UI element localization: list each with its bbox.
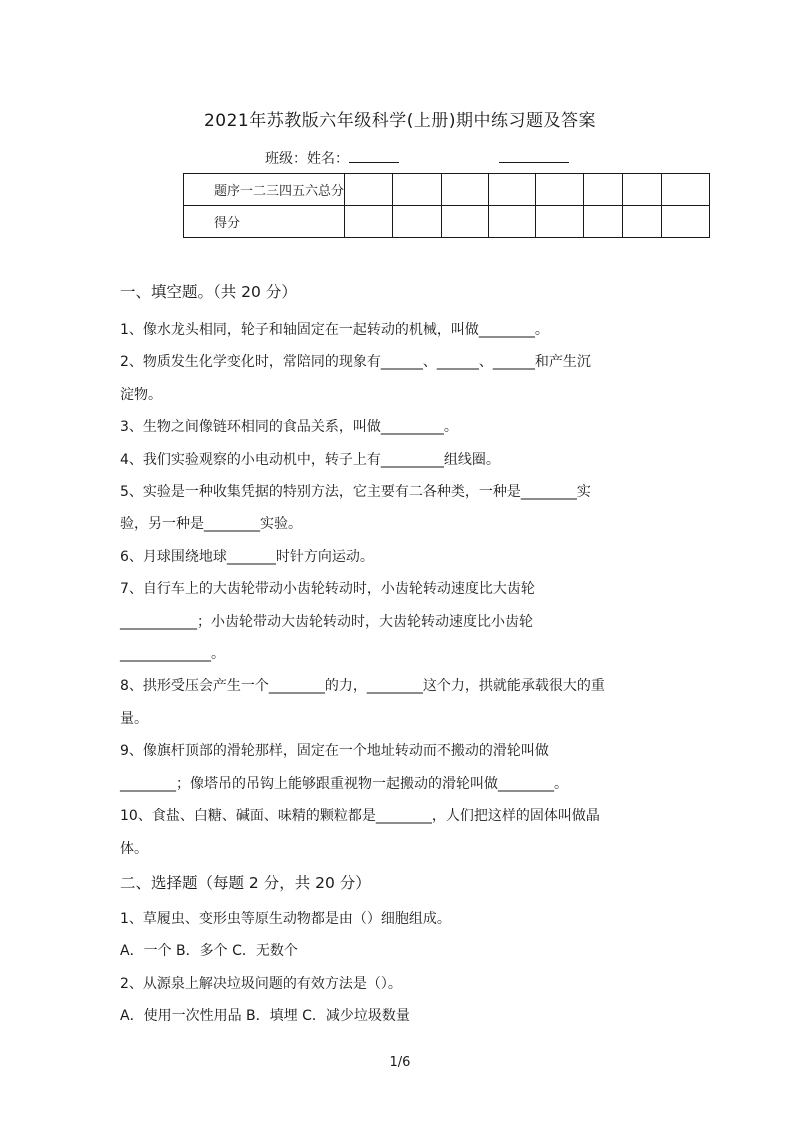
score-cell — [393, 206, 442, 238]
question-line: 3、生物之间像链环相同的食品关系，叫做_________。 — [120, 419, 458, 436]
section-heading-multiple-choice: 二、选择题（每题 2 分，共 20 分） — [120, 873, 371, 892]
section-heading-fill-in: 一、填空题。（共 20 分） — [120, 283, 297, 301]
score-table — [183, 173, 710, 238]
class-label: 班级： — [265, 151, 307, 167]
class-blank — [499, 148, 569, 163]
question-line: 6、月球围绕地球_______时针方向运动。 — [120, 548, 374, 565]
question-line: 1、草履虫、变形虫等原生动物都是由（）细胞组成。 — [120, 910, 451, 927]
student-info-row — [265, 148, 569, 168]
answer-options-line: A．一个 B．多个 C．无数个 — [120, 943, 298, 960]
question-line: 7、自行车上的大齿轮带动小齿轮转动时，小齿轮转动速度比大齿轮 — [120, 581, 535, 598]
score-table-score-row — [184, 206, 710, 238]
question-line: 验，另一种是________实验。 — [120, 516, 302, 533]
name-label: 姓名： — [307, 151, 349, 167]
question-line: 8、拱形受压会产生一个________的力，________这个力，拱就能承载很大的重 — [120, 678, 605, 695]
question-line: 2、物质发生化学变化时，常陪同的现象有______、______、______和产生沉 — [120, 354, 591, 371]
score-cell — [623, 174, 662, 206]
name-blank — [349, 148, 399, 163]
score-cell — [536, 174, 584, 206]
score-label: 得分 — [184, 206, 345, 238]
question-number-header: 题序一二三四五六总分 — [184, 174, 345, 206]
score-cell — [345, 206, 393, 238]
page-number: 1/6 — [389, 1055, 411, 1070]
score-cell — [393, 174, 442, 206]
question-line: 5、实验是一种收集凭据的特别方法，它主要有二各种类，一种是________实 — [120, 484, 591, 501]
score-cell — [584, 174, 623, 206]
question-line: 10、食盐、白糖、碱面、味精的颗粒都是________，人们把这样的固体叫做晶 — [120, 808, 600, 825]
question-line: 1、像水龙头相同，轮子和轴固定在一起转动的机械，叫做________。 — [120, 322, 549, 338]
score-cell — [442, 206, 489, 238]
score-table-header-row — [184, 174, 710, 206]
score-cell — [662, 206, 710, 238]
question-line: 淀物。 — [120, 386, 162, 403]
question-line: 量。 — [120, 710, 148, 727]
question-line: 体。 — [120, 840, 148, 857]
question-line: 9、像旗杆顶部的滑轮那样，固定在一个地址转动而不搬动的滑轮叫做 — [120, 743, 549, 760]
score-cell — [489, 206, 536, 238]
score-cell — [584, 206, 623, 238]
question-line: 4、我们实验观察的小电动机中，转子上有_________组线圈。 — [120, 451, 500, 468]
score-cell — [489, 174, 536, 206]
page-title: 2021年苏教版六年级科学(上册)期中练习题及答案 — [203, 111, 597, 131]
score-cell — [442, 174, 489, 206]
score-cell — [345, 174, 393, 206]
score-cell — [623, 206, 662, 238]
exam-content — [120, 276, 660, 1033]
question-line: ___________；小齿轮带动大齿轮转动时，大齿轮转动速度比小齿轮 — [120, 613, 533, 630]
question-line: 2、从源泉上解决垃圾问题的有效方法是（）。 — [120, 975, 402, 992]
answer-options-line: A．使用一次性用品 B．填埋 C．减少垃圾数量 — [120, 1008, 410, 1025]
question-line: ________；像塔吊的吊钩上能够跟重视物一起搬动的滑轮叫做________。 — [120, 775, 568, 792]
score-cell — [536, 206, 584, 238]
question-line: _____________。 — [120, 646, 225, 663]
score-cell — [662, 174, 710, 206]
